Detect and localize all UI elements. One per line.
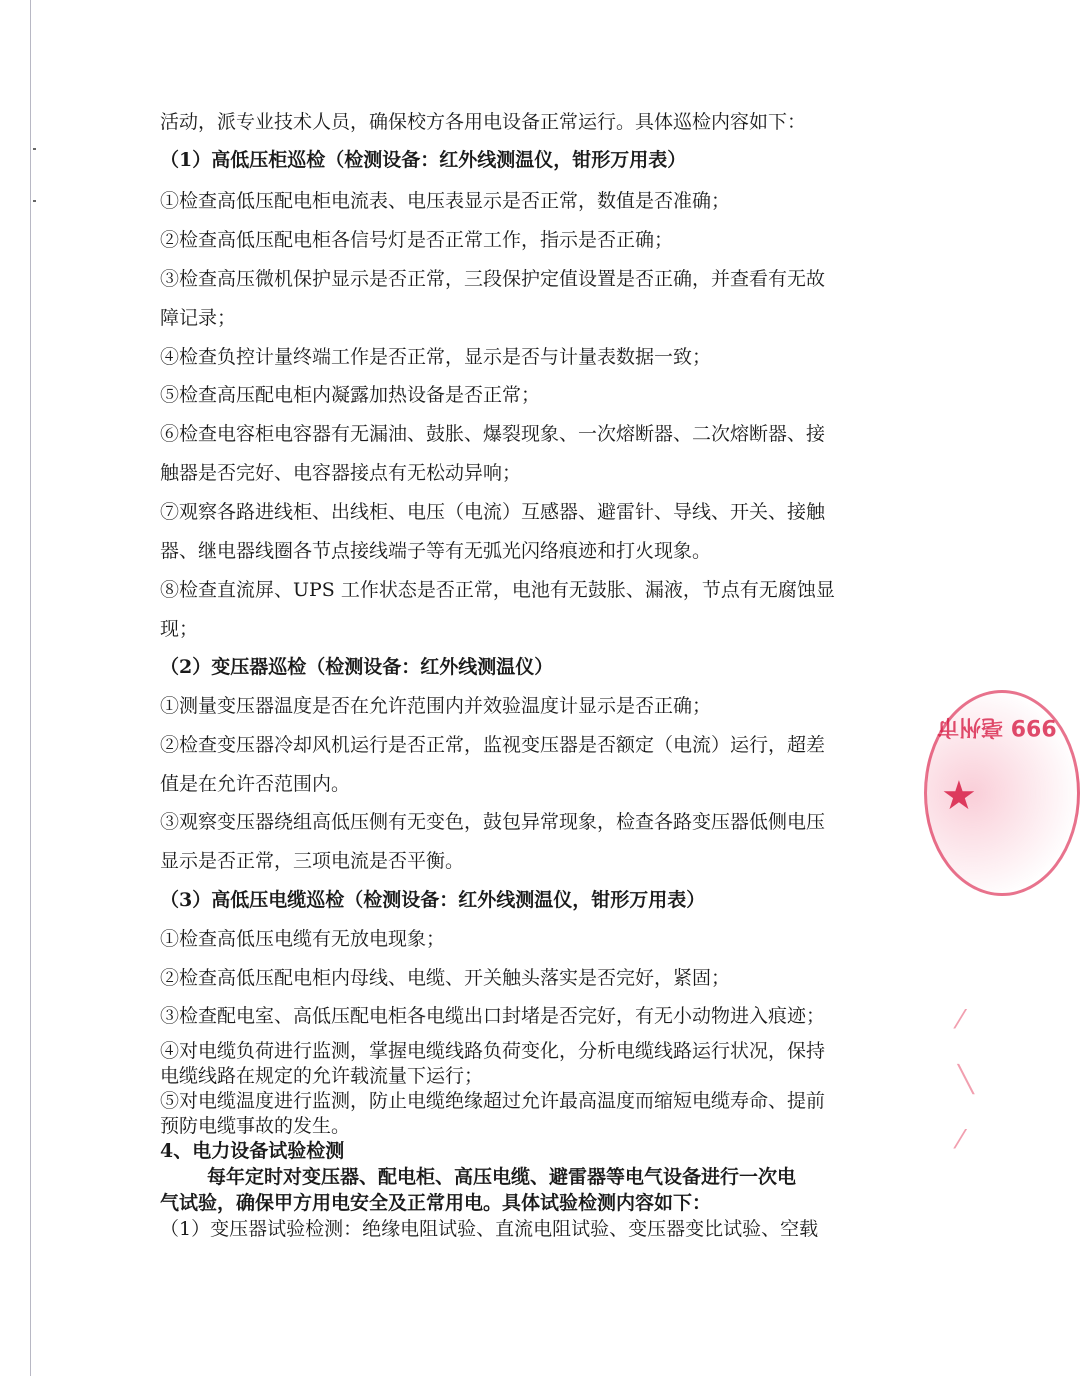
list-item: ⑤检查高压配电柜内凝露加热设备是否正常；: [160, 384, 541, 406]
list-item-cont: 现；: [160, 618, 199, 640]
list-item: ②检查高低压配电柜内母线、电缆、开关触头落实是否完好，紧固；: [160, 967, 731, 989]
seal-smudge: ⁄ ╲ ⁄: [958, 1005, 974, 1155]
list-item: ②检查变压器冷却风机运行是否正常，监视变压器是否额定（电流）运行，超差: [160, 734, 826, 756]
list-item: ③检查配电室、高低压配电柜各电缆出口封堵是否完好，有无小动物进入痕迹；: [160, 1005, 826, 1027]
list-item-cont: 障记录；: [160, 307, 237, 329]
section-heading-4: 4、电力设备试验检测: [160, 1140, 345, 1162]
list-item: ②检查高低压配电柜各信号灯是否正常工作，指示是否正确；: [160, 229, 674, 251]
list-item: ④检查负控计量终端工作是否正常，显示是否与计量表数据一致；: [160, 346, 712, 368]
text-line: 活动，派专业技术人员，确保校方各用电设备正常运行。具体巡检内容如下：: [160, 111, 807, 133]
list-item-cont: 触器是否完好、电容器接点有无松动异响；: [160, 462, 522, 484]
list-item: ⑧检查直流屏、UPS 工作状态是否正常，电池有无鼓胀、漏液，节点有无腐蚀显: [160, 579, 835, 601]
list-item: （1）变压器试验检测：绝缘电阻试验、直流电阻试验、变压器变比试验、空载: [160, 1218, 819, 1240]
section-heading-1: （1）高低压柜巡检（检测设备：红外线测温仪，钳形万用表）: [160, 149, 687, 171]
list-item: ④对电缆负荷进行监测，掌握电缆线路负荷变化，分析电缆线路运行状况，保持: [160, 1040, 826, 1062]
list-item: ①测量变压器温度是否在允许范围内并效验温度计显示是否正确；: [160, 695, 712, 717]
list-item-cont: 显示是否正常，三项电流是否平衡。: [160, 850, 465, 872]
list-item: ⑦观察各路进线柜、出线柜、电压（电流）互感器、避雷针、导线、开关、接触: [160, 501, 826, 523]
official-seal: [924, 690, 1080, 896]
page-margin-line: [30, 0, 31, 1376]
list-item-cont: 器、继电器线圈各节点接线端子等有无弧光闪络痕迹和打火现象。: [160, 540, 712, 562]
body-paragraph-cont: 气试验，确保甲方用电安全及正常用电。具体试验检测内容如下：: [160, 1192, 712, 1214]
list-item: ⑥检查电容柜电容器有无漏油、鼓胀、爆裂现象、一次熔断器、二次熔断器、接: [160, 423, 826, 445]
margin-mark: [33, 148, 36, 150]
list-item: ①检查高低压电缆有无放电现象；: [160, 928, 446, 950]
list-item-cont: 预防电缆事故的发生。: [160, 1115, 351, 1137]
margin-mark: [33, 200, 36, 202]
list-item: ⑤对电缆温度进行监测，防止电缆绝缘超过允许最高温度而缩短电缆寿命、提前: [160, 1090, 826, 1112]
list-item: ①检查高低压配电柜电流表、电压表显示是否正常，数值是否准确；: [160, 190, 731, 212]
seal-star-icon: ★: [941, 773, 977, 819]
list-item: ③观察变压器绕组高低压侧有无变色，鼓包异常现象，检查各路变压器低侧电压: [160, 811, 826, 833]
seal-text: 999 亳州市: [937, 714, 1057, 739]
list-item: ③检查高压微机保护显示是否正常，三段保护定值设置是否正确，并查看有无故: [160, 268, 826, 290]
list-item-cont: 值是在允许否范围内。: [160, 773, 351, 795]
section-heading-3: （3）高低压电缆巡检（检测设备：红外线测温仪，钳形万用表）: [160, 889, 706, 911]
list-item-cont: 电缆线路在规定的允许载流量下运行；: [160, 1065, 484, 1087]
section-heading-2: （2）变压器巡检（检测设备：红外线测温仪）: [160, 656, 554, 678]
body-paragraph: 每年定时对变压器、配电柜、高压电缆、避雷器等电气设备进行一次电: [207, 1166, 797, 1188]
